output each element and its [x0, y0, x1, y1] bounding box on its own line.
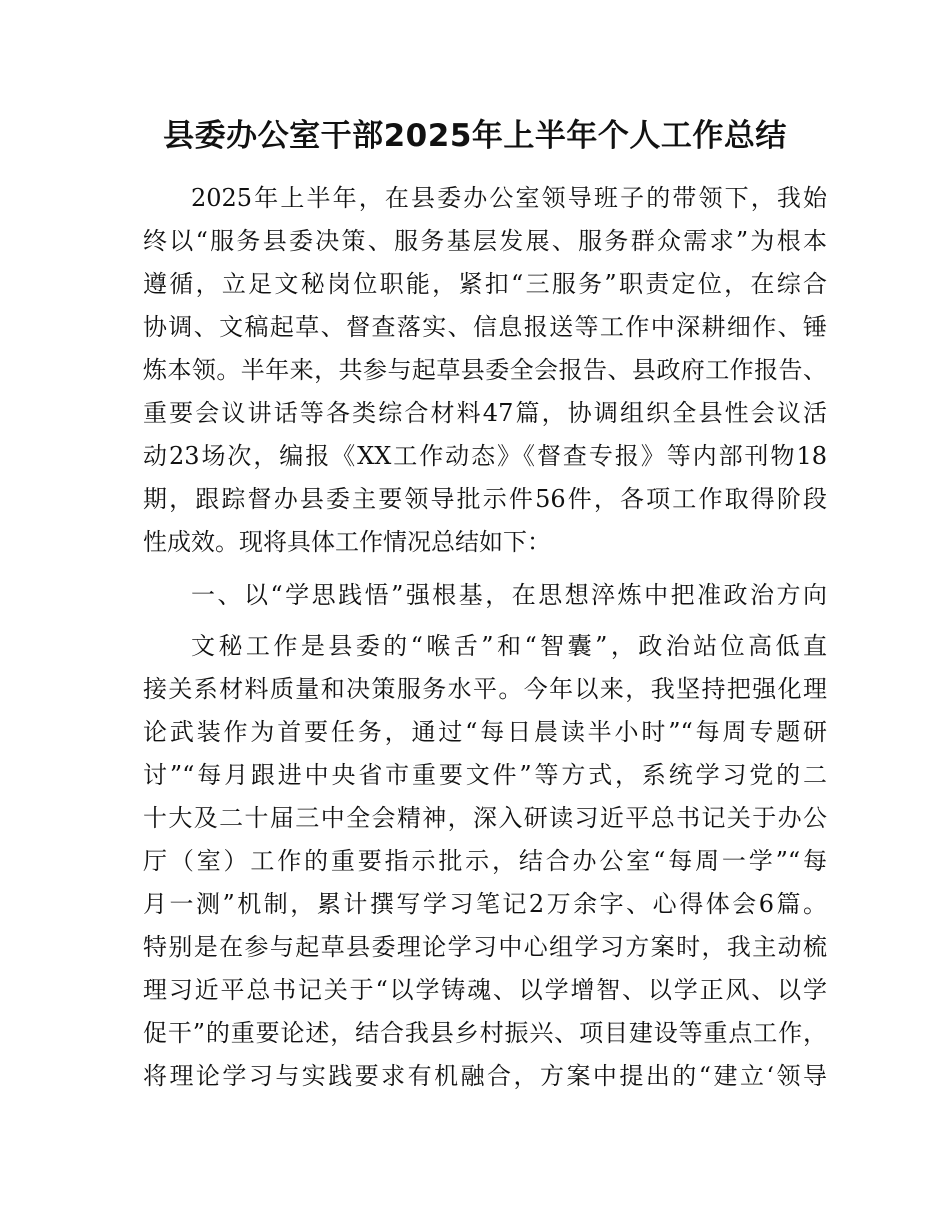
- paragraph-line: 将理论学习与实践要求有机融合，方案中提出的“建立‘领导: [143, 1062, 827, 1090]
- paragraph-line: 厅（室）工作的重要指示批示，结合办公室“每周一学”“每: [143, 847, 827, 875]
- paragraph-line: 促干”的重要论述，结合我县乡村振兴、项目建设等重点工作，: [143, 1019, 827, 1047]
- paragraph-line: 炼本领。半年来，共参与起草县委全会报告、县政府工作报告、: [143, 356, 827, 384]
- paragraph-line: 月一测”机制，累计撰写学习笔记2万余字、心得体会6篇。: [143, 890, 827, 918]
- paragraph-line: 终以“服务县委决策、服务基层发展、服务群众需求”为根本: [143, 227, 827, 255]
- paragraph-line: 接关系材料质量和决策服务水平。今年以来，我坚持把强化理: [143, 675, 827, 703]
- paragraph-line: 特别是在参与起草县委理论学习中心组学习方案时，我主动梳: [143, 933, 827, 961]
- section-heading: 一、以“学思践悟”强根基，在思想淬炼中把准政治方向: [191, 581, 827, 609]
- paragraph-line: 遵循，立足文秘岗位职能，紧扣“三服务”职责定位，在综合: [143, 270, 827, 298]
- paragraph-line: 理习近平总书记关于“以学铸魂、以学增智、以学正风、以学: [143, 976, 827, 1004]
- paragraph-line: 动23场次，编报《XX工作动态》《督查专报》等内部刊物18: [143, 442, 827, 470]
- paragraph-line: 期，跟踪督办县委主要领导批示件56件，各项工作取得阶段: [143, 485, 827, 513]
- paragraph-line: 性成效。现将具体工作情况总结如下：: [143, 528, 551, 556]
- paragraph-line: 重要会议讲话等各类综合材料47篇，协调组织全县性会议活: [143, 399, 827, 427]
- paragraph-line: 十大及二十届三中全会精神，深入研读习近平总书记关于办公: [143, 804, 827, 832]
- document-title: 县委办公室干部2025年上半年个人工作总结: [163, 118, 787, 154]
- paragraph-line: 讨”“每月跟进中央省市重要文件”等方式，系统学习党的二: [143, 761, 827, 789]
- paragraph-line: 论武装作为首要任务，通过“每日晨读半小时”“每周专题研: [143, 718, 827, 746]
- paragraph-line: 文秘工作是县委的“喉舌”和“智囊”，政治站位高低直: [191, 632, 827, 660]
- paragraph-line: 2025年上半年，在县委办公室领导班子的带领下，我始: [191, 184, 827, 212]
- paragraph-line: 协调、文稿起草、督查落实、信息报送等工作中深耕细作、锤: [143, 313, 827, 341]
